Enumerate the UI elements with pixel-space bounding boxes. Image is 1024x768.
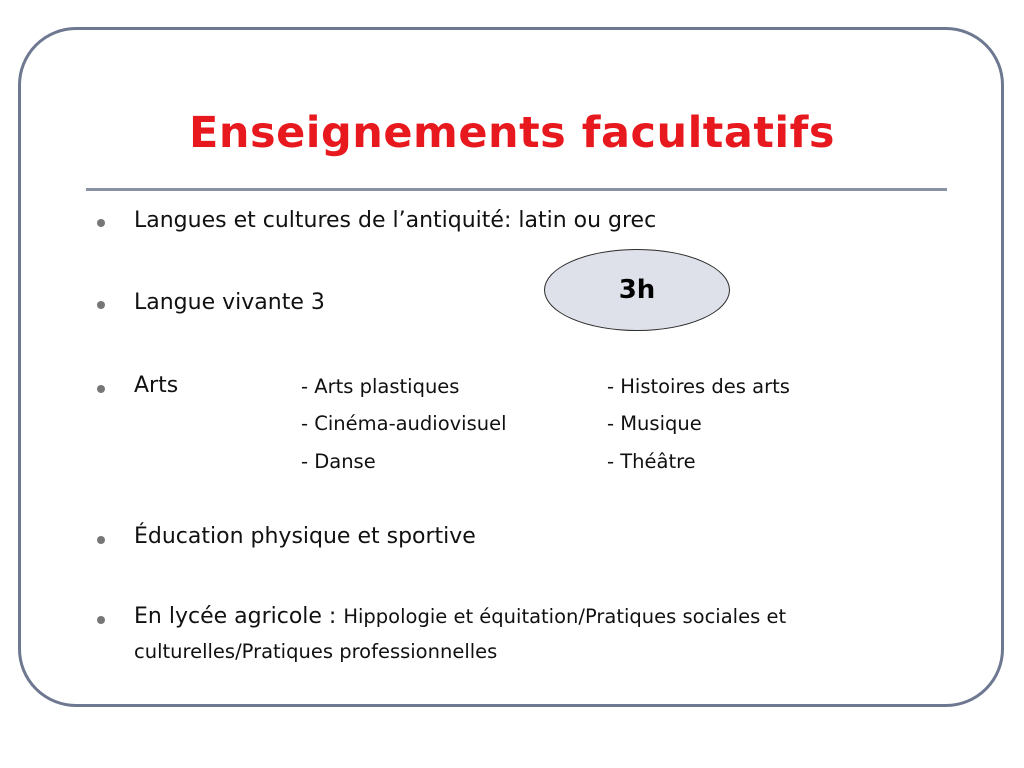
item-lycee-agricole [134,604,786,629]
arts-option: - Danse [301,450,376,473]
duration-badge: 3h [544,249,730,331]
arts-option: - Histoires des arts [607,375,790,398]
arts-option: - Théâtre [607,450,696,473]
item-langue-vivante: Langue vivante 3 [134,290,325,315]
bullet-dot [97,301,105,309]
title-divider [86,188,947,191]
arts-option: - Musique [607,412,702,435]
agricole-options: Hippologie et équitation/Pratiques sociales et [343,605,787,628]
item-arts: Arts [134,373,179,398]
item-eps: Éducation physique et sportive [134,524,476,549]
agricole-options-continued: culturelles/Pratiques professionnelles [134,640,498,663]
item-langues-anciennes: Langues et cultures de l’antiquité: latin ou grec [134,208,657,233]
arts-option: - Cinéma-audiovisuel [301,412,507,435]
bullet-dot [97,536,105,544]
bullet-dot [97,616,105,624]
bullet-dot [97,385,105,393]
arts-option: - Arts plastiques [301,375,460,398]
bullet-dot [97,219,105,227]
agricole-label: En lycée agricole : [134,604,337,629]
slide-title: Enseignements facultatifs [189,108,835,158]
